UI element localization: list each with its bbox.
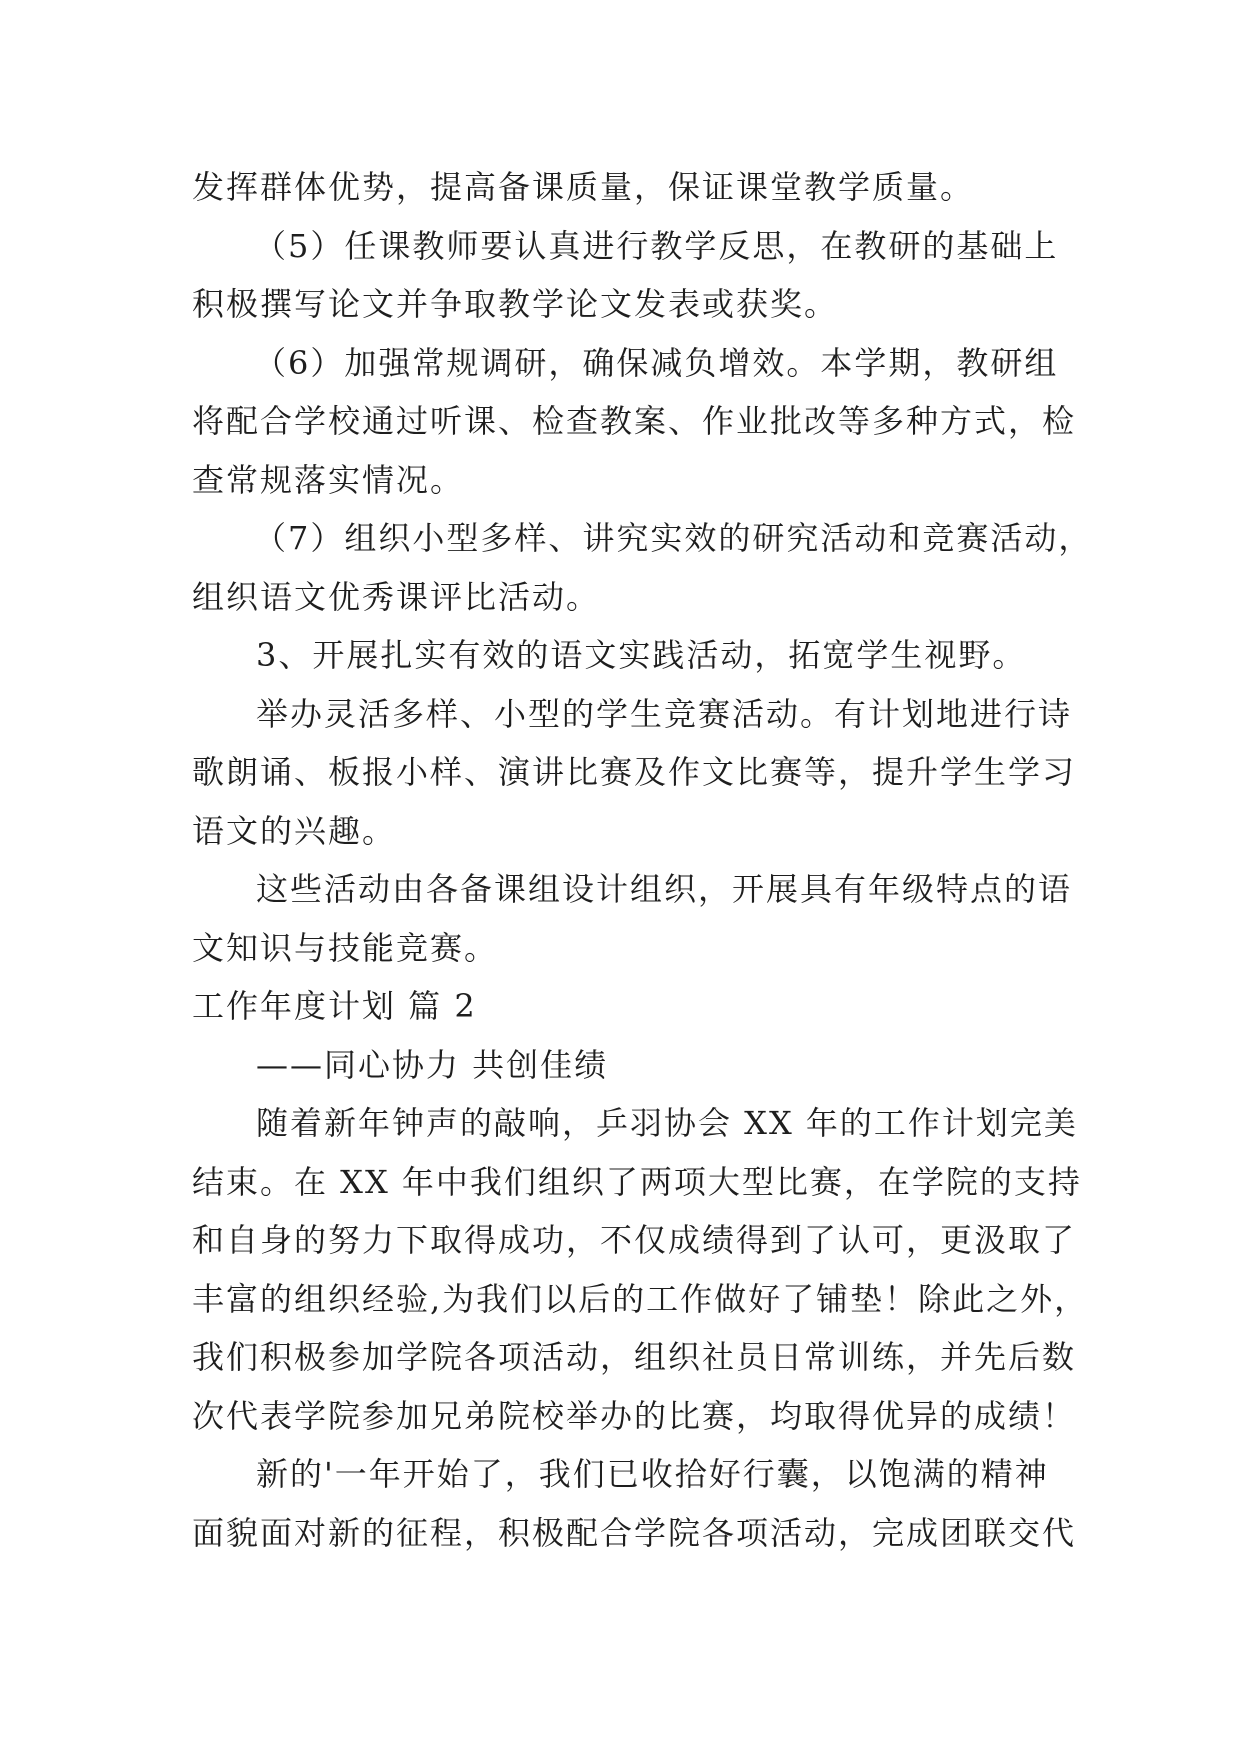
section-subtitle: ——同心协力 共创佳绩 [256,1045,609,1084]
text-line: 3、开展扎实有效的语文实践活动，拓宽学生视野。 [256,636,1027,674]
text-line: 文知识与技能竞赛。 [192,928,499,967]
text-line: 组织语文优秀课评比活动。 [192,577,601,616]
text-line: 将配合学校通过听课、检查教案、作业批改等多种方式，检 [192,402,1077,440]
text-line: 这些活动由各备课组设计组织，开展具有年级特点的语 [256,870,1073,908]
text-line: 丰富的组织经验,为我们以后的工作做好了铺垫！除此之外， [192,1279,1089,1318]
text-line: 积极撰写论文并争取教学论文发表或获奖。 [192,285,839,323]
text-line: （6）加强常规调研，确保减负增效。本学期，教研组 [254,343,1059,382]
text-line: 歌朗诵、板报小样、演讲比赛及作文比赛等，提升学生学习 [192,753,1077,791]
text-line: 结束。在 XX 年中我们组织了两项大型比赛，在学院的支持 [192,1162,1082,1201]
text-line: 发挥群体优势，提高备课质量，保证课堂教学质量。 [192,168,975,206]
text-line: 我们积极参加学院各项活动，组织社员日常训练，并先后数 [192,1338,1077,1376]
text-line: 面貌面对新的征程，积极配合学院各项活动，完成团联交代 [192,1513,1077,1552]
text-line: 和自身的努力下取得成功，不仅成绩得到了认可，更汲取了 [192,1221,1077,1259]
section-heading: 工作年度计划 篇 2 [192,987,477,1025]
text-line: （5）任课教师要认真进行教学反思，在教研的基础上 [254,226,1059,265]
text-line: 次代表学院参加兄弟院校举办的比赛，均取得优异的成绩！ [192,1396,1077,1435]
text-line: 举办灵活多样、小型的学生竞赛活动。有计划地进行诗 [256,694,1073,733]
text-line: 随着新年钟声的敲响，乒羽协会 XX 年的工作计划完美 [256,1104,1078,1142]
text-line: 查常规落实情况。 [192,460,465,499]
text-line: 语文的兴趣。 [192,811,397,850]
text-line: （7）组织小型多样、讲究实效的研究活动和竞赛活动， [254,519,1093,557]
body-text [192,158,1093,1562]
text-line: 新的'一年开始了，我们已收拾好行囊，以饱满的精神 [256,1455,1049,1493]
